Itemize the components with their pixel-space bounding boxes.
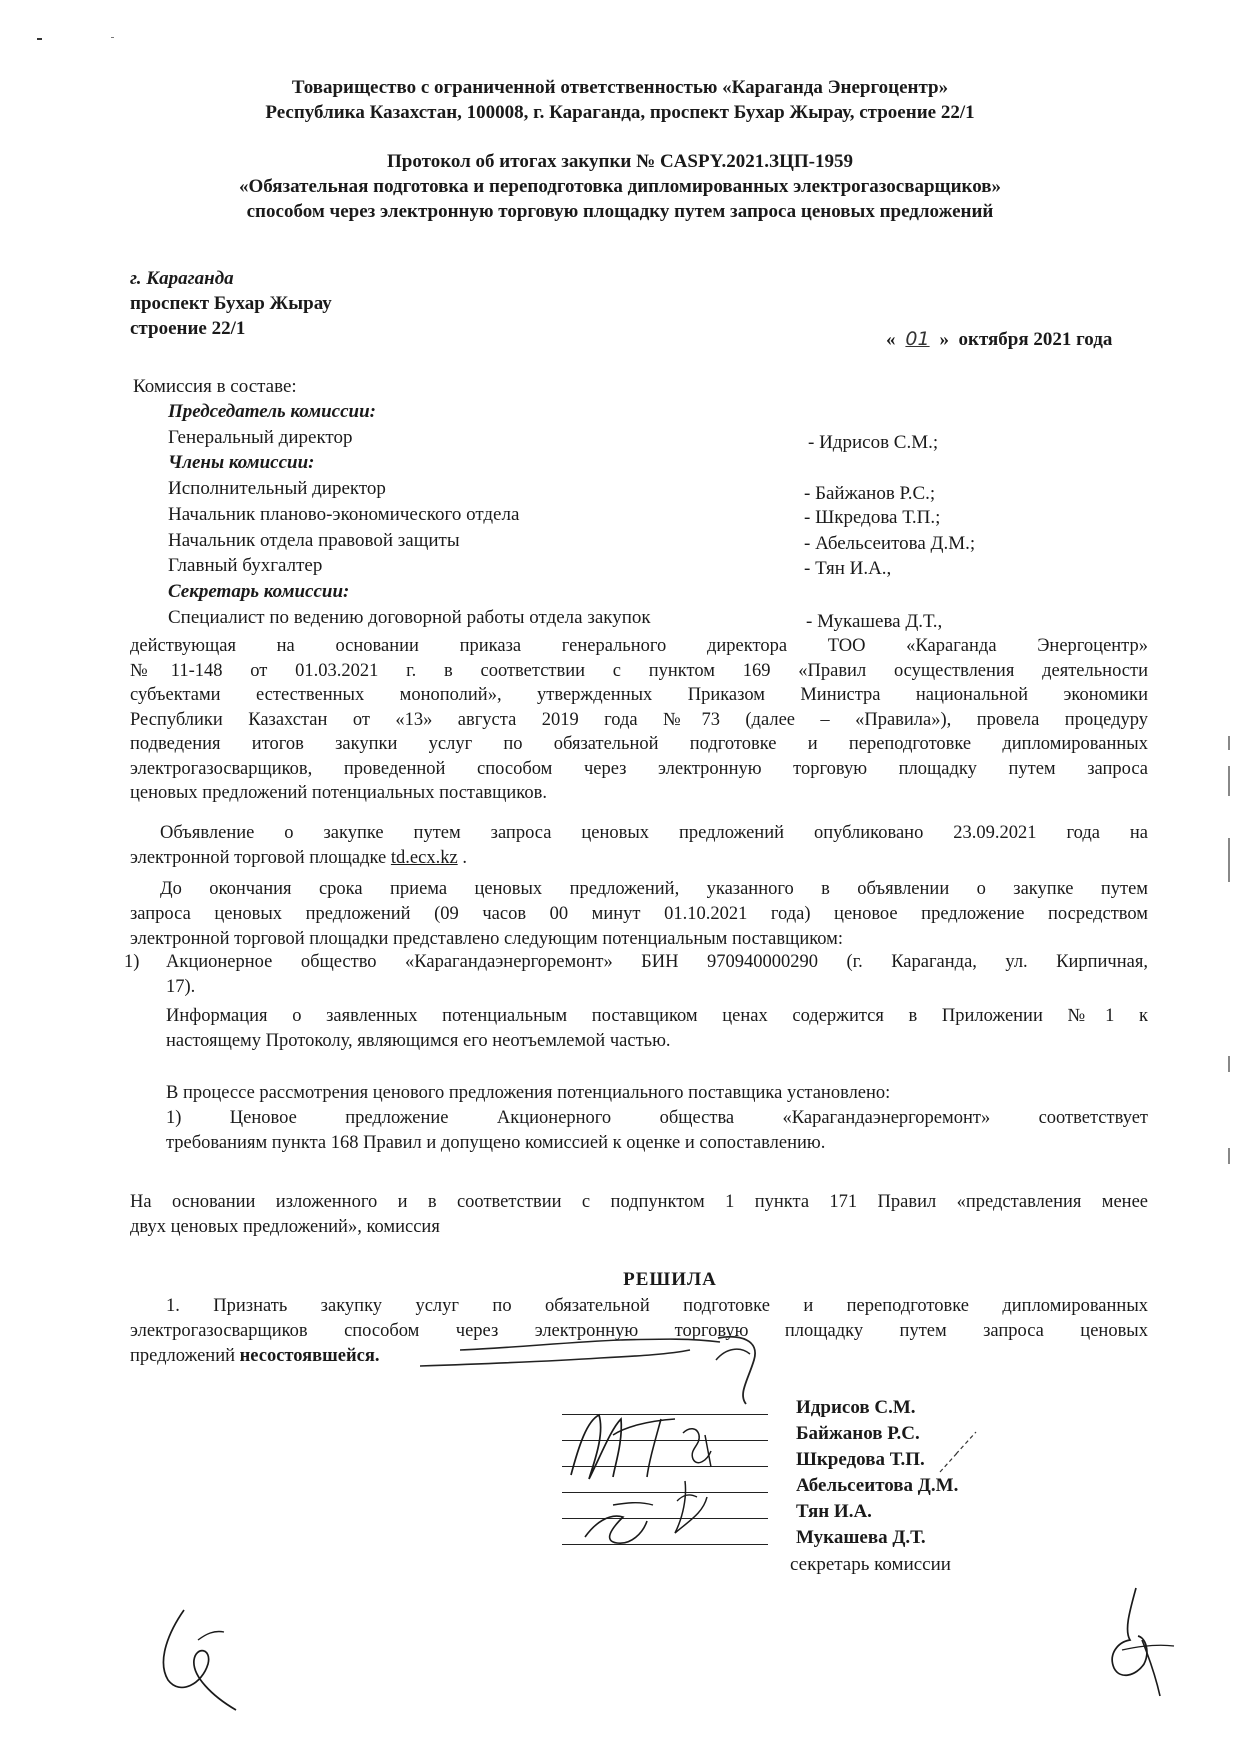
supplier-number: 1) [124, 952, 140, 972]
organization-name: Товарищество с ограниченной ответственностью «Караганда Энергоцентр» [291, 77, 949, 98]
paragraph-line: подведения итогов закупки услуг по обязательной подготовке и переподготовке дипломированных [130, 734, 1148, 754]
date-open-quote: « [886, 329, 896, 350]
chair-name: - Идрисов С.М.; [808, 432, 939, 453]
signature-tick [936, 1424, 1016, 1484]
date-rest: октября 2021 года [958, 329, 1113, 350]
place-building: строение 22/1 [130, 318, 246, 339]
member-name: - Шкредова Т.П.; [804, 507, 941, 528]
member-position: Начальник отдела правовой защиты [168, 530, 460, 551]
member-position: Главный бухгалтер [168, 555, 323, 576]
review-line: 1) Ценовое предложение Акционерного общества «Карагандаэнергоремонт» соответствует [166, 1108, 1148, 1128]
paragraph-line: действующая на основании приказа генерального директора ТОО «Караганда Энергоцентр» [130, 636, 1148, 656]
member-position: Начальник планово-экономического отдела [168, 504, 520, 525]
signatory-name: Тян И.А. [796, 1501, 872, 1522]
supplier-line: 17). [166, 976, 196, 997]
paragraph-line: ценовых предложений потенциальных поставщиков. [130, 783, 547, 803]
announcement-line: Объявление о закупке путем запроса ценовых предложений опубликовано 23.09.2021 года на [160, 823, 1148, 843]
member-name: - Тян И.А., [804, 558, 892, 579]
basis-line: На основании изложенного и в соответствии с подпунктом 1 пункта 171 Правил «представления менее [130, 1192, 1148, 1212]
strikethrough-scribble [420, 1320, 840, 1410]
platform-link[interactable]: td.ecx.kz [390, 848, 458, 868]
review-intro: В процессе рассмотрения ценового предложения потенциального поставщика установлено: [166, 1083, 891, 1103]
decision-text: предложений [130, 1345, 240, 1366]
announcement-text: электронной торговой площадке [130, 848, 391, 868]
protocol-subject: «Обязательная подготовка и переподготовка дипломированных электрогазосварщиков» [238, 176, 1002, 197]
decision-line: электрогазосварщиков способом через электронную торговую площадку путем запроса ценовых [130, 1321, 1148, 1341]
member-name: - Абельсеитова Д.М.; [804, 533, 976, 554]
info-line: настоящему Протоколу, являющимся его неотъемлемой частью. [166, 1030, 671, 1051]
page-initials-right [1090, 1580, 1200, 1700]
members-heading: Члены комиссии: [168, 452, 315, 473]
signature-scribbles [565, 1405, 765, 1555]
signatory-name: Абельсеитова Д.М. [796, 1475, 959, 1496]
place-city: г. Караганда [130, 268, 234, 289]
paragraph-line: электрогазосварщиков, проведенной способом через электронную торговую площадку путем запроса [130, 758, 1148, 779]
info-line: Информация о заявленных потенциальным поставщиком ценах содержится в Приложении №1 к [166, 1006, 1148, 1026]
basis-line: двух ценовых предложений», комиссия [130, 1216, 440, 1237]
place-street: проспект Бухар Жырау [130, 293, 332, 314]
signatory-name: Шкредова Т.П. [796, 1449, 925, 1470]
secretary-position: Специалист по ведению договорной работы отдела закупок [168, 607, 651, 628]
decision-verdict: несостоявшейся. [239, 1345, 380, 1366]
member-position: Исполнительный директор [168, 478, 386, 499]
decision-line: 1. Признать закупку услуг по обязательной подготовке и переподготовке дипломированных [166, 1296, 1148, 1316]
secretary-caption: секретарь комиссии [790, 1554, 951, 1575]
date-close-quote: » [939, 329, 949, 350]
signatory-name: Идрисов С.М. [796, 1397, 916, 1418]
page-initials-left [150, 1600, 260, 1720]
supplier-line: Акционерное общество «Карагандаэнергоремонт» БИН 970940000290 (г. Караганда, ул. Кирпичная, [166, 952, 1148, 972]
paragraph-line: До окончания срока приема ценовых предложений, указанного в объявлении о закупке путем [160, 879, 1148, 899]
paragraph-line: субъектами естественных монополий», утвержденных Приказом Министра национальной экономики [130, 685, 1148, 705]
secretary-heading: Секретарь комиссии: [168, 581, 350, 602]
protocol-method: способом через электронную торговую площадку путем запроса ценовых предложений [246, 201, 994, 222]
chair-position: Генеральный директор [168, 427, 353, 448]
signatory-name: Мукашева Д.Т. [796, 1527, 926, 1548]
protocol-title: Протокол об итогах закупки № CASPY.2021.ЗЦП-1959 [387, 151, 853, 172]
member-name: - Байжанов Р.С.; [804, 483, 936, 504]
review-line: требованиям пункта 168 Правил и допущено комиссией к оценке и сопоставлению. [166, 1132, 826, 1153]
commission-intro: Комиссия в составе: [133, 376, 297, 397]
secretary-name: - Мукашева Д.Т., [806, 611, 943, 632]
organization-address: Республика Казахстан, 100008, г. Караганда, проспект Бухар Жырау, строение 22/1 [265, 102, 975, 123]
decision-heading: РЕШИЛА [623, 1269, 717, 1290]
paragraph-line: электронной торговой площадки представлено следующим потенциальным поставщиком: [130, 928, 844, 949]
paragraph-line: запроса ценовых предложений (09 часов 00 минут 01.10.2021 года) ценовое предложение посредством [130, 904, 1148, 924]
signatory-name: Байжанов Р.С. [796, 1423, 920, 1444]
paragraph-line: Республики Казахстан от «13» августа 2019 года №73 (далее – «Правила»), провела процедуру [130, 709, 1148, 730]
date-day: 01 [905, 328, 930, 350]
announcement-text: . [457, 848, 467, 868]
chair-heading: Председатель комиссии: [168, 401, 376, 422]
paragraph-line: №11-148 от 01.03.2021 г. в соответствии с пунктом 169 «Правил осуществления деятельности [130, 660, 1148, 681]
